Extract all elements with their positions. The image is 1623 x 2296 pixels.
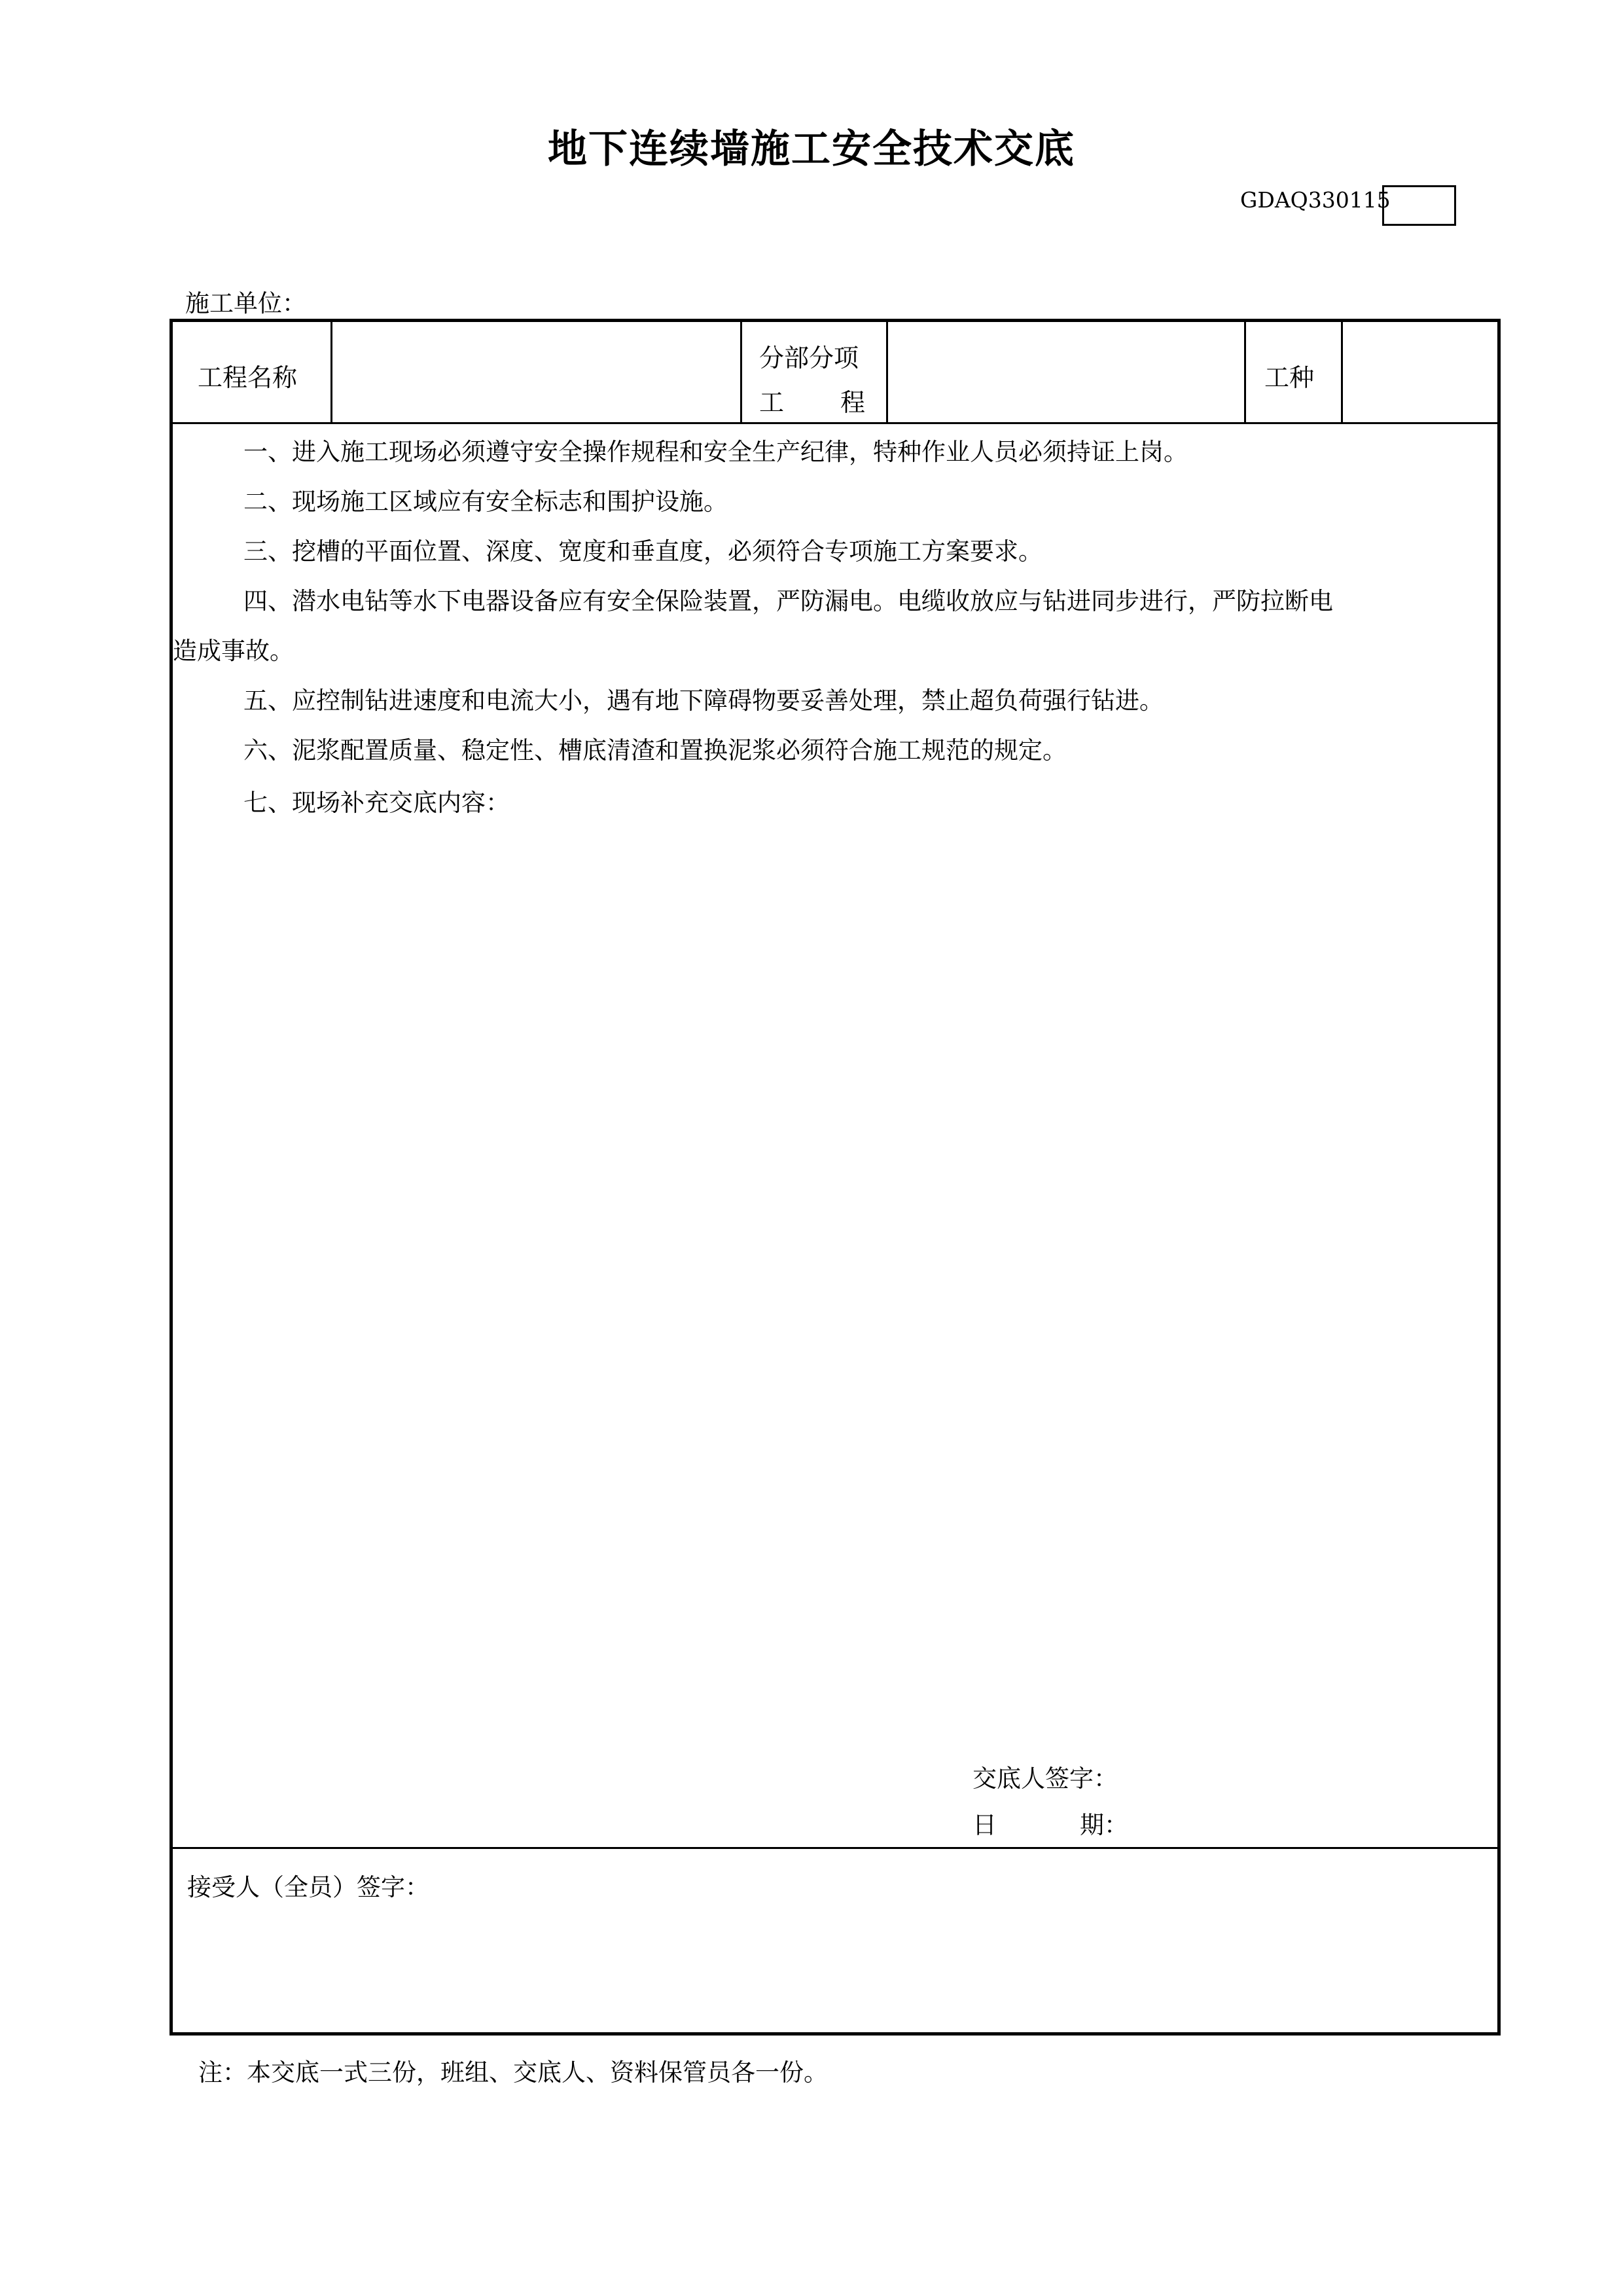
supplementary-content-area[interactable] bbox=[173, 833, 1497, 1696]
header-col-divider-4 bbox=[1244, 322, 1246, 422]
briefer-signature-label: 交底人签字： bbox=[972, 1765, 1118, 1793]
receiver-signature-field[interactable] bbox=[173, 1906, 1497, 2030]
subproject-label-line2-a: 工 bbox=[759, 388, 785, 417]
item-4: 四、潜水电钻等水下电器设备应有安全保险装置，严防漏电。电缆收放应与钻进同步进行，严防拉断电 bbox=[243, 587, 1333, 615]
work-type-field[interactable] bbox=[1343, 322, 1497, 422]
item-7: 七、现场补充交底内容： bbox=[243, 789, 510, 817]
receiver-row-divider bbox=[173, 1847, 1497, 1849]
item-4-continuation: 造成事故。 bbox=[173, 637, 294, 665]
document-title: 地下连续墙施工安全技术交底 bbox=[548, 126, 1075, 172]
work-type-label: 工种 bbox=[1264, 363, 1315, 392]
item-2: 二、现场施工区域应有安全标志和围护设施。 bbox=[243, 488, 728, 516]
date-label-b: 期： bbox=[1080, 1811, 1128, 1839]
form-code-serial-box[interactable] bbox=[1382, 185, 1456, 226]
header-col-divider-2 bbox=[740, 322, 742, 422]
item-6: 六、泥浆配置质量、稳定性、槽底清渣和置换泥浆必须符合施工规范的规定。 bbox=[243, 736, 1067, 764]
footer-note: 注：本交底一式三份，班组、交底人、资料保管员各一份。 bbox=[198, 2058, 828, 2087]
item-5: 五、应控制钻进速度和电流大小，遇有地下障碍物要妥善处理，禁止超负荷强行钻进。 bbox=[243, 687, 1164, 715]
subproject-field[interactable] bbox=[888, 322, 1244, 422]
subproject-label-line2-b: 程 bbox=[840, 388, 866, 417]
construction-unit-label: 施工单位： bbox=[185, 289, 306, 317]
date-label-a: 日 bbox=[972, 1811, 997, 1839]
project-name-field[interactable] bbox=[332, 322, 740, 422]
receiver-signature-label: 接受人（全员）签字： bbox=[187, 1873, 429, 1901]
item-3: 三、挖槽的平面位置、深度、宽度和垂直度，必须符合专项施工方案要求。 bbox=[243, 537, 1043, 565]
subproject-label-line1: 分部分项 bbox=[759, 344, 859, 372]
item-1: 一、进入施工现场必须遵守安全操作规程和安全生产纪律，特种作业人员必须持证上岗。 bbox=[243, 438, 1188, 466]
header-row-divider bbox=[173, 422, 1497, 424]
form-table bbox=[169, 319, 1501, 2036]
form-code: GDAQ330115 bbox=[1240, 187, 1391, 213]
project-name-label: 工程名称 bbox=[198, 363, 298, 392]
